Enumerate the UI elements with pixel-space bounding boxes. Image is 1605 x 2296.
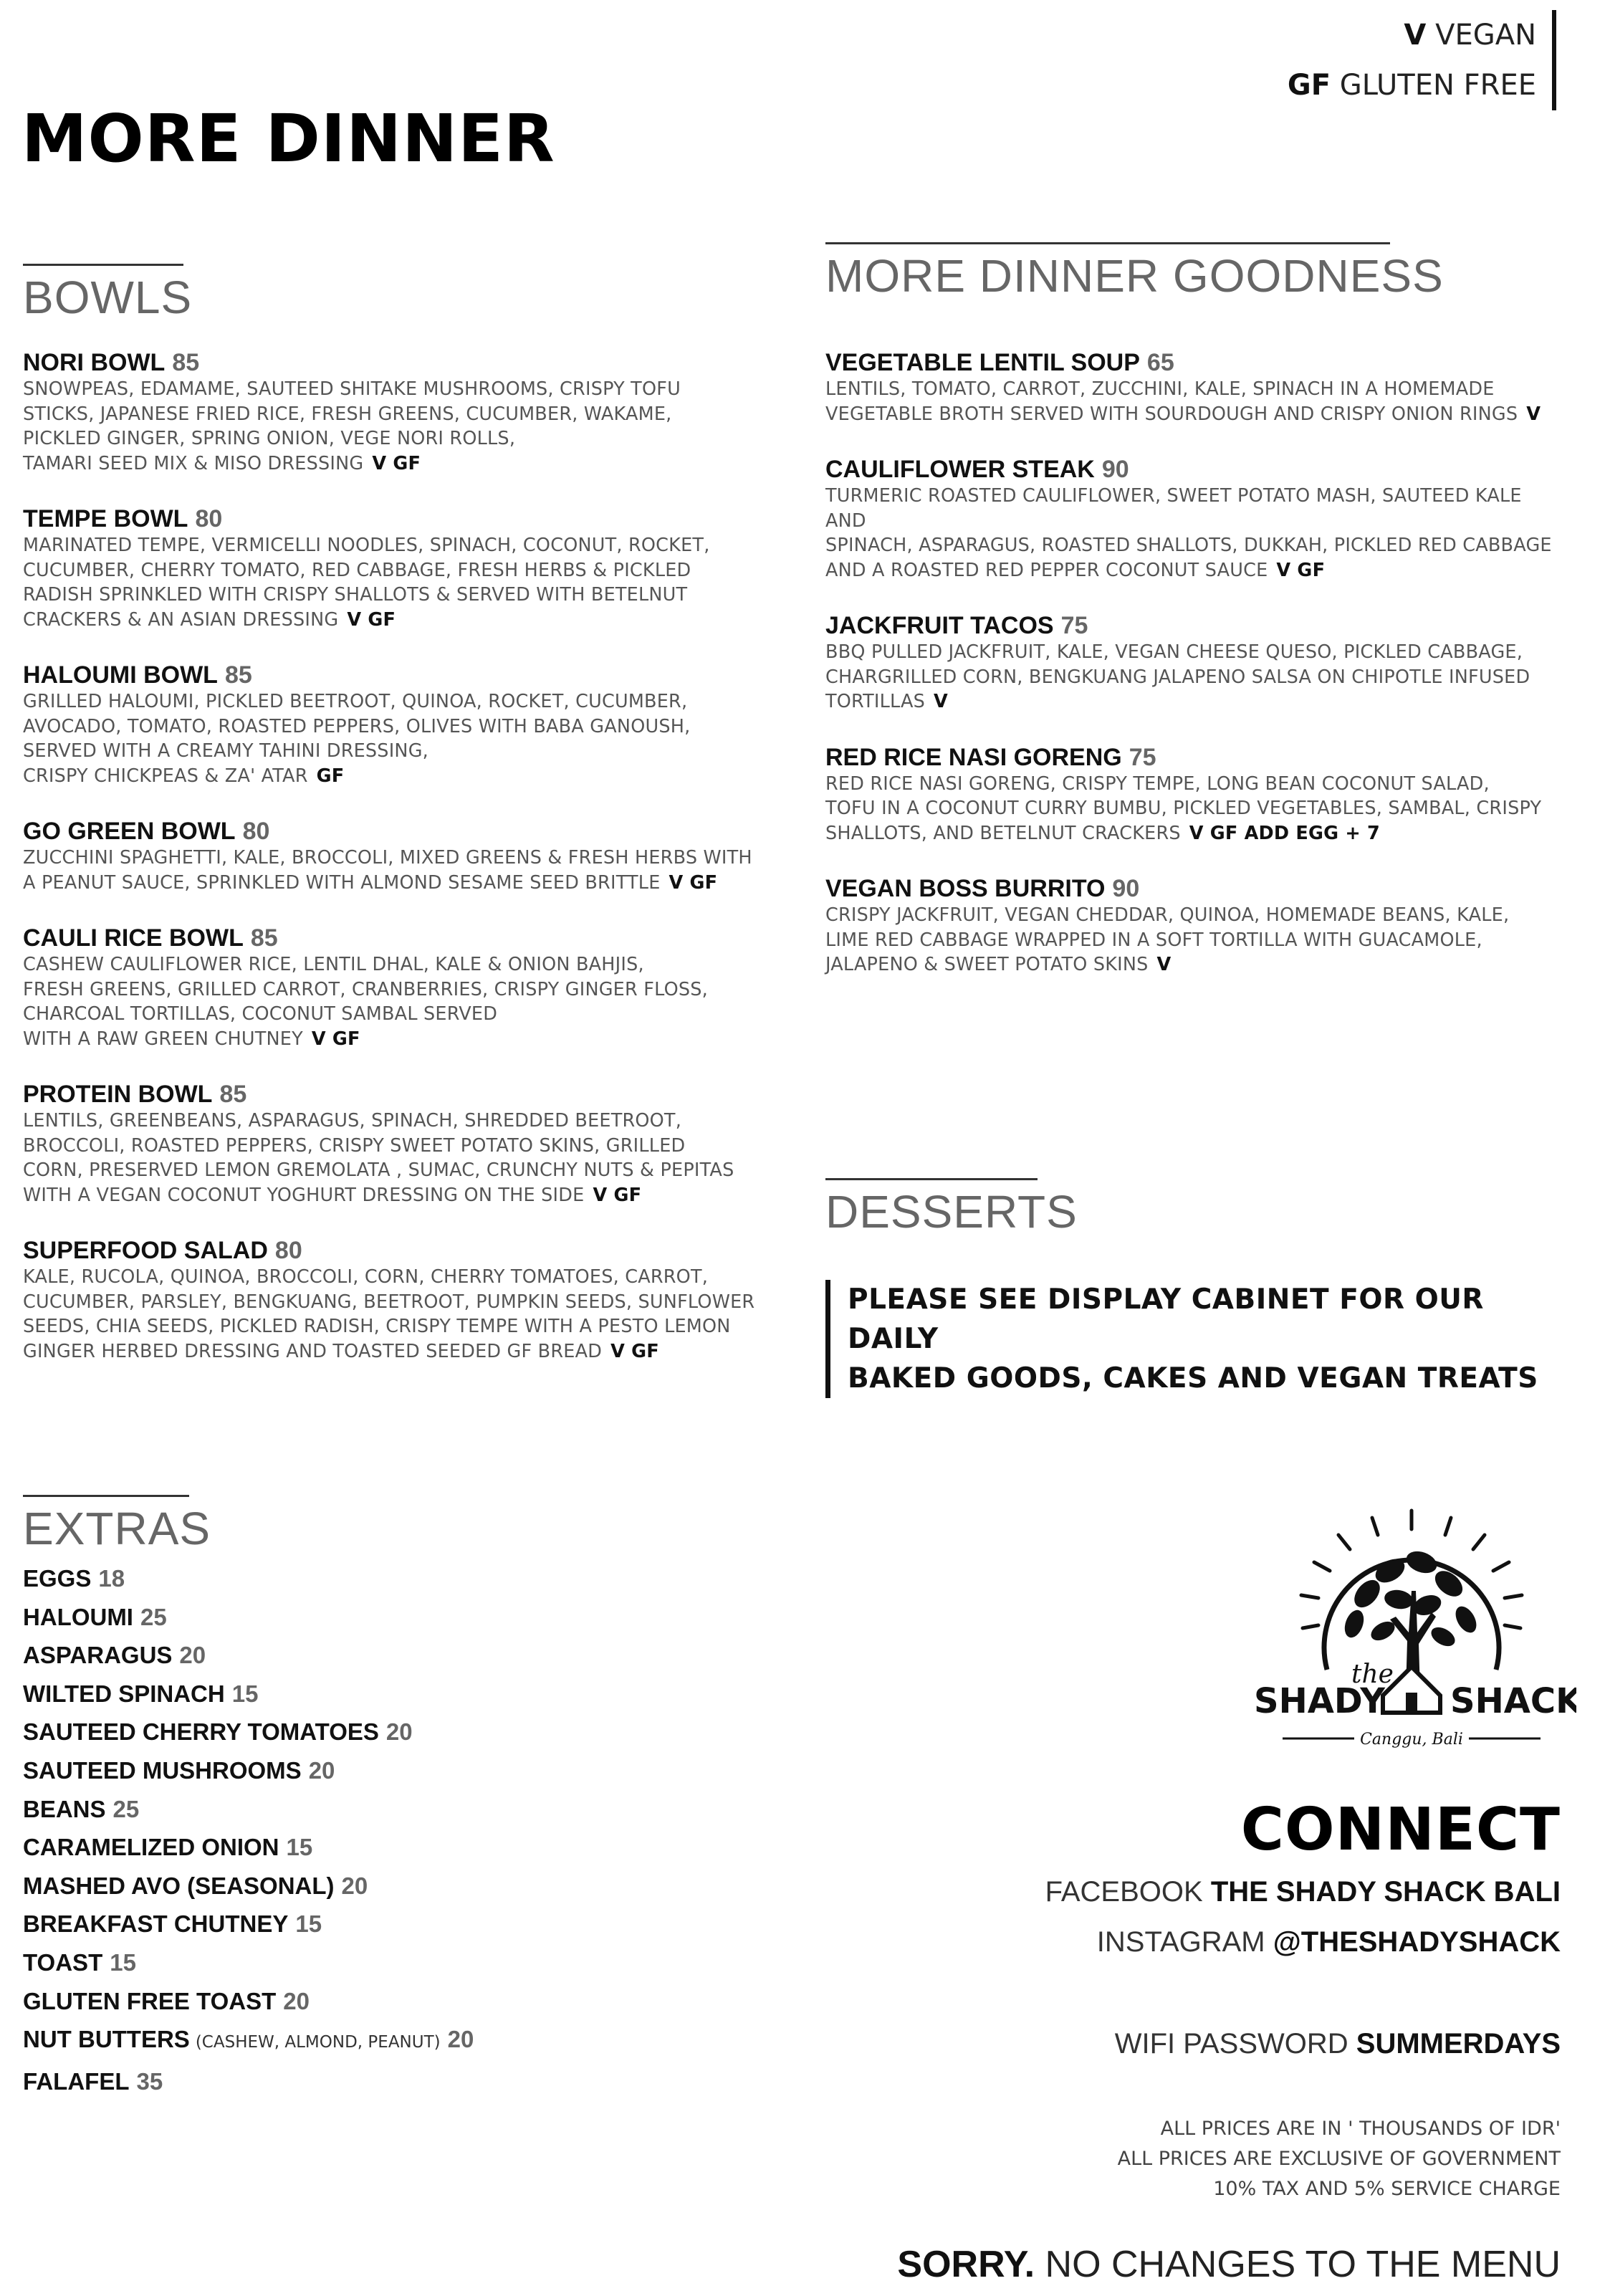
dessert-note-line: PLEASE SEE DISPLAY CABINET FOR OUR DAILY [848, 1283, 1484, 1355]
extras-heading: EXTRAS [23, 1495, 211, 1551]
item-name-text: CAULI RICE BOWL [23, 924, 244, 952]
extra-item [23, 1675, 474, 1713]
menu-item [825, 874, 1563, 977]
description-text: TOFU IN A COCONUT CURRY BUMBU, PICKLED VEGETABLES, SAMBAL, CRISPY [825, 798, 1542, 819]
extra-name: BEANS [23, 1795, 106, 1822]
description-text: RADISH SPRINKLED WITH CRISPY SHALLOTS & SERVED WITH BETELNUT [23, 584, 688, 606]
menu-item-name [23, 504, 782, 533]
extra-name: CARAMELIZED ONION [23, 1834, 279, 1861]
menu-item [23, 661, 782, 788]
extra-item [23, 2062, 474, 2101]
menu-item [23, 817, 782, 895]
description-text: GRILLED HALOUMI, PICKLED BEETROOT, QUINOA, ROCKET, CUCUMBER, [23, 691, 688, 712]
dietary-legend [1288, 10, 1556, 110]
legend-gluten-free: GF GLUTEN FREE [1287, 69, 1536, 102]
dietary-tags: V GF [372, 452, 421, 474]
menu-item-name [825, 874, 1563, 903]
description-line [825, 558, 1563, 583]
menu-item-description [23, 689, 782, 788]
extra-name: MASHED AVO (SEASONAL) [23, 1872, 335, 1899]
dessert-note-line: BAKED GOODS, CAKES AND VEGAN TREATS [848, 1362, 1538, 1395]
no-changes-notice: SORRY. NO CHANGES TO THE MENU [897, 2244, 1561, 2285]
item-price: 80 [195, 505, 223, 532]
dietary-tags: V GF [1276, 559, 1326, 581]
description-text: CUCUMBER, PARSLEY, BENGKUANG, BEETROOT, PUMPKIN SEEDS, SUNFLOWER [23, 1291, 755, 1313]
extra-price: 20 [385, 1718, 413, 1746]
menu-item [825, 455, 1563, 583]
pricing-fineprint [1118, 2114, 1561, 2204]
menu-item [23, 1236, 782, 1364]
description-line [23, 714, 782, 740]
item-name-text: VEGAN BOSS BURRITO [825, 875, 1106, 902]
item-price: 75 [1060, 612, 1088, 639]
extra-name: NUT BUTTERS [23, 2026, 190, 2053]
description-line [825, 533, 1563, 558]
description-line [23, 1314, 782, 1339]
item-price: 85 [172, 349, 200, 376]
description-text: SHALLOTS, AND BETELNUT CRACKERS [825, 822, 1181, 844]
item-name-text: RED RICE NASI GORENG [825, 743, 1122, 771]
wifi-line: WIFI PASSWORD SUMMERDAYS [1114, 2028, 1561, 2060]
menu-item-description [825, 484, 1563, 583]
menu-item-name [825, 455, 1563, 484]
description-line [23, 1183, 782, 1208]
item-name-text: VEGETABLE LENTIL SOUP [825, 349, 1140, 376]
description-line [825, 402, 1563, 427]
description-text: WITH A VEGAN COCONUT YOGHURT DRESSING ON THE SIDE [23, 1184, 585, 1206]
item-name-text: CAULIFLOWER STEAK [825, 456, 1095, 483]
item-price: 80 [242, 818, 270, 845]
dietary-tags: V [1156, 954, 1172, 975]
description-text: AVOCADO, TOMATO, ROASTED PEPPERS, OLIVES WITH BABA GANOUSH, [23, 715, 691, 737]
extra-item [23, 2020, 474, 2062]
item-price: 90 [1112, 875, 1140, 902]
menu-item [23, 504, 782, 632]
extra-item [23, 1790, 474, 1829]
description-line [825, 772, 1563, 797]
item-name-text: NORI BOWL [23, 349, 166, 376]
menu-item-description [23, 952, 782, 1051]
description-text: SNOWPEAS, EDAMAME, SAUTEED SHITAKE MUSHROOMS, CRISPY TOFU [23, 378, 681, 400]
item-name-text: PROTEIN BOWL [23, 1081, 213, 1108]
extra-item [23, 1713, 474, 1751]
extra-price: 15 [231, 1680, 259, 1707]
description-line [23, 377, 782, 402]
description-text: WITH A RAW GREEN CHUTNEY [23, 1028, 303, 1050]
description-line [825, 903, 1563, 928]
description-line [825, 665, 1563, 690]
extra-name: WILTED SPINACH [23, 1680, 225, 1707]
description-line [23, 1134, 782, 1159]
description-line [825, 796, 1563, 821]
description-text: AND A ROASTED RED PEPPER COCONUT SAUCE [825, 559, 1268, 581]
dietary-tags: GF [316, 765, 345, 787]
dietary-tags: V GF [593, 1184, 642, 1206]
tree-house-logo-icon [1247, 1505, 1576, 1749]
item-name-text: GO GREEN BOWL [23, 818, 236, 845]
menu-item-description [23, 533, 782, 632]
description-line [825, 821, 1563, 846]
description-text: ZUCCHINI SPAGHETTI, KALE, BROCCOLI, MIXED GREENS & FRESH HERBS WITH [23, 847, 752, 869]
extra-item [23, 1905, 474, 1943]
extra-name: FALAFEL [23, 2067, 130, 2095]
extra-price: 15 [286, 1834, 313, 1861]
extra-item [23, 1559, 474, 1598]
description-text: GINGER HERBED DRESSING AND TOASTED SEEDED GF BREAD [23, 1340, 603, 1362]
description-text: PICKLED GINGER, SPRING ONION, VEGE NORI ROLLS, [23, 428, 516, 449]
description-text: TORTILLAS [825, 691, 926, 712]
description-text: TURMERIC ROASTED CAULIFLOWER, SWEET POTATO MASH, SAUTEED KALE AND [825, 485, 1522, 532]
extra-price: 15 [110, 1948, 136, 1976]
description-line [23, 764, 782, 789]
description-line [825, 377, 1563, 402]
dietary-tags: V [934, 691, 948, 712]
menu-item-description [23, 846, 782, 895]
page-title: MORE DINNER [21, 100, 555, 177]
description-line [825, 484, 1563, 533]
description-line [23, 952, 782, 977]
extra-name: BREAKFAST CHUTNEY [23, 1910, 289, 1938]
menu-item-name [825, 611, 1563, 640]
description-text: LENTILS, GREENBEANS, ASPARAGUS, SPINACH, SHREDDED BEETROOT, [23, 1110, 682, 1132]
menu-item-description [825, 903, 1563, 977]
dietary-tags: V GF [610, 1340, 659, 1362]
extra-name: HALOUMI [23, 1603, 133, 1630]
extra-name: SAUTEED MUSHROOMS [23, 1756, 302, 1784]
menu-item-name [23, 1236, 782, 1265]
description-text: CASHEW CAULIFLOWER RICE, LENTIL DHAL, KALE & ONION BAHJIS, [23, 954, 644, 975]
description-line [23, 871, 782, 896]
description-text: VEGETABLE BROTH SERVED WITH SOURDOUGH AND CRISPY ONION RINGS [825, 403, 1518, 425]
description-text: CHARGRILLED CORN, BENGKUANG JALAPENO SALSA ON CHIPOTLE INFUSED [825, 666, 1530, 688]
logo-the: the [1351, 1660, 1394, 1689]
item-price: 65 [1146, 349, 1174, 376]
description-text: TAMARI SEED MIX & MISO DRESSING [23, 452, 364, 474]
extra-note: (CASHEW, ALMOND, PEANUT) [195, 2033, 441, 2052]
menu-item [825, 743, 1563, 846]
logo-shady: SHADY [1254, 1681, 1385, 1721]
menu-item-description [23, 377, 782, 476]
description-line [825, 640, 1563, 665]
description-text: CRISPY JACKFRUIT, VEGAN CHEDDAR, QUINOA, HOMEMADE BEANS, KALE, [825, 904, 1510, 926]
extra-price: 15 [295, 1910, 322, 1938]
description-line [23, 739, 782, 764]
extra-item [23, 1751, 474, 1790]
description-line [23, 1158, 782, 1183]
menu-item [23, 924, 782, 1051]
item-name-text: HALOUMI BOWL [23, 661, 218, 689]
description-text: KALE, RUCOLA, QUINOA, BROCCOLI, CORN, CHERRY TOMATOES, CARROT, [23, 1266, 709, 1288]
item-price: 85 [219, 1081, 247, 1108]
description-line [23, 608, 782, 633]
menu-item-description [23, 1265, 782, 1364]
description-text: CUCUMBER, CHERRY TOMATO, RED CABBAGE, FRESH HERBS & PICKLED [23, 559, 691, 581]
extra-price: 18 [98, 1565, 125, 1592]
description-line [825, 689, 1563, 714]
shady-shack-logo [1247, 1505, 1576, 1749]
item-price: 85 [250, 924, 278, 952]
description-text: CRACKERS & AN ASIAN DRESSING [23, 608, 339, 631]
menu-item-name [825, 348, 1563, 377]
menu-item [825, 611, 1563, 714]
menu-item-name [23, 348, 782, 377]
fineprint-line: 10% TAX AND 5% SERVICE CHARGE [1213, 2178, 1561, 2200]
description-line [23, 1109, 782, 1134]
logo-shack: SHACK [1450, 1681, 1576, 1721]
menu-item-description [825, 640, 1563, 714]
extra-price: 20 [447, 2026, 474, 2053]
description-text: MARINATED TEMPE, VERMICELLI NOODLES, SPINACH, COCONUT, ROCKET, [23, 535, 710, 556]
description-text: SERVED WITH A CREAMY TAHINI DRESSING, [23, 740, 428, 762]
extra-price: 20 [283, 1987, 310, 2014]
description-text: LIME RED CABBAGE WRAPPED IN A SOFT TORTILLA WITH GUACAMOLE, [825, 929, 1482, 951]
logo-place: Canggu, Bali [1360, 1731, 1463, 1749]
description-line [23, 1002, 782, 1027]
extra-name: ASPARAGUS [23, 1642, 173, 1669]
extra-price: 25 [112, 1795, 140, 1822]
menu-item [825, 348, 1563, 426]
fineprint-line: ALL PRICES ARE IN ' THOUSANDS OF IDR' [1160, 2118, 1561, 2140]
dietary-tags: V GF [347, 608, 396, 631]
description-line [23, 1265, 782, 1290]
description-text: LENTILS, TOMATO, CARROT, ZUCCHINI, KALE, SPINACH IN A HOMEMADE [825, 378, 1495, 400]
menu-item-description [825, 772, 1563, 846]
extra-price: 25 [140, 1603, 167, 1630]
description-line [825, 952, 1563, 977]
legend-vegan: V VEGAN [1404, 19, 1536, 52]
bowls-list [23, 348, 782, 1392]
dinner-goodness-list [825, 348, 1563, 1006]
extra-item [23, 1982, 474, 2021]
item-price: 75 [1129, 743, 1156, 771]
extra-item [23, 1828, 474, 1867]
description-line [23, 583, 782, 608]
description-text: CRISPY CHICKPEAS & ZA' ATAR [23, 765, 308, 787]
description-text: CORN, PRESERVED LEMON GREMOLATA , SUMAC, CRUNCHY NUTS & PEPITAS [23, 1159, 734, 1181]
extra-name: GLUTEN FREE TOAST [23, 1987, 277, 2014]
description-text: CHARCOAL TORTILLAS, COCONUT SAMBAL SERVED [23, 1003, 498, 1025]
facebook-line: FACEBOOK THE SHADY SHACK BALI [1045, 1876, 1561, 1908]
description-text: BBQ PULLED JACKFRUIT, KALE, VEGAN CHEESE QUESO, PICKLED CABBAGE, [825, 641, 1523, 663]
description-line [23, 1027, 782, 1052]
description-text: A PEANUT SAUCE, SPRINKLED WITH ALMOND SESAME SEED BRITTLE [23, 871, 661, 894]
extra-name: TOAST [23, 1948, 103, 1976]
connect-title: CONNECT [1240, 1796, 1561, 1864]
description-line [23, 533, 782, 558]
description-text: STICKS, JAPANESE FRIED RICE, FRESH GREENS, CUCUMBER, WAKAME, [23, 403, 672, 425]
dessert-note [825, 1280, 1542, 1398]
description-text: JALAPENO & SWEET POTATO SKINS [825, 954, 1149, 975]
instagram-line: INSTAGRAM @THESHADYSHACK [1096, 1926, 1561, 1958]
extra-name: EGGS [23, 1565, 92, 1592]
dietary-tags: V GF [669, 871, 718, 894]
item-price: 80 [274, 1237, 302, 1264]
dietary-tags: V [1526, 403, 1541, 425]
extra-price: 20 [341, 1872, 368, 1899]
item-price: 85 [224, 661, 252, 689]
dietary-tags: V GF [311, 1028, 360, 1050]
menu-item-name [23, 1080, 782, 1109]
description-line [23, 558, 782, 583]
bowls-heading: BOWLS [23, 264, 192, 320]
item-name-text: TEMPE BOWL [23, 505, 188, 532]
fineprint-line: ALL PRICES ARE EXCLUSIVE OF GOVERNMENT [1117, 2148, 1561, 2170]
item-name-text: JACKFRUIT TACOS [825, 612, 1054, 639]
menu-item [23, 1080, 782, 1207]
description-text: SPINACH, ASPARAGUS, ROASTED SHALLOTS, DUKKAH, PICKLED RED CABBAGE [825, 535, 1552, 556]
description-line [23, 1290, 782, 1315]
menu-item [23, 348, 782, 476]
item-price: 90 [1101, 456, 1129, 483]
goodness-heading: MORE DINNER GOODNESS [825, 242, 1444, 299]
description-text: FRESH GREENS, GRILLED CARROT, CRANBERRIES, CRISPY GINGER FLOSS, [23, 978, 708, 1000]
extra-item [23, 1943, 474, 1982]
dietary-tags: V GF ADD EGG + 7 [1189, 822, 1380, 844]
description-text: BROCCOLI, ROASTED PEPPERS, CRISPY SWEET POTATO SKINS, GRILLED [23, 1134, 686, 1157]
extras-list [23, 1559, 474, 2100]
desserts-heading: DESSERTS [825, 1178, 1078, 1235]
description-line [23, 402, 782, 427]
extra-price: 20 [308, 1756, 335, 1784]
extra-price: 20 [179, 1642, 206, 1669]
description-line [825, 928, 1563, 953]
extra-item [23, 1867, 474, 1905]
menu-item-description [825, 377, 1563, 426]
description-line [23, 977, 782, 1003]
extra-item [23, 1598, 474, 1637]
description-text: RED RICE NASI GORENG, CRISPY TEMPE, LONG BEAN COCONUT SALAD, [825, 772, 1490, 795]
description-line [23, 1339, 782, 1364]
description-line [23, 689, 782, 714]
menu-item-name [825, 743, 1563, 772]
menu-item-name [23, 817, 782, 846]
menu-item-name [23, 924, 782, 952]
menu-item-name [23, 661, 782, 689]
description-line [23, 426, 782, 451]
extra-price: 35 [136, 2067, 163, 2095]
description-line [23, 846, 782, 871]
description-line [23, 451, 782, 477]
item-name-text: SUPERFOOD SALAD [23, 1237, 268, 1264]
description-text: SEEDS, CHIA SEEDS, PICKLED RADISH, CRISPY TEMPE WITH A PESTO LEMON [23, 1316, 731, 1337]
menu-item-description [23, 1109, 782, 1207]
extra-item [23, 1636, 474, 1675]
extra-name: SAUTEED CHERRY TOMATOES [23, 1718, 379, 1746]
